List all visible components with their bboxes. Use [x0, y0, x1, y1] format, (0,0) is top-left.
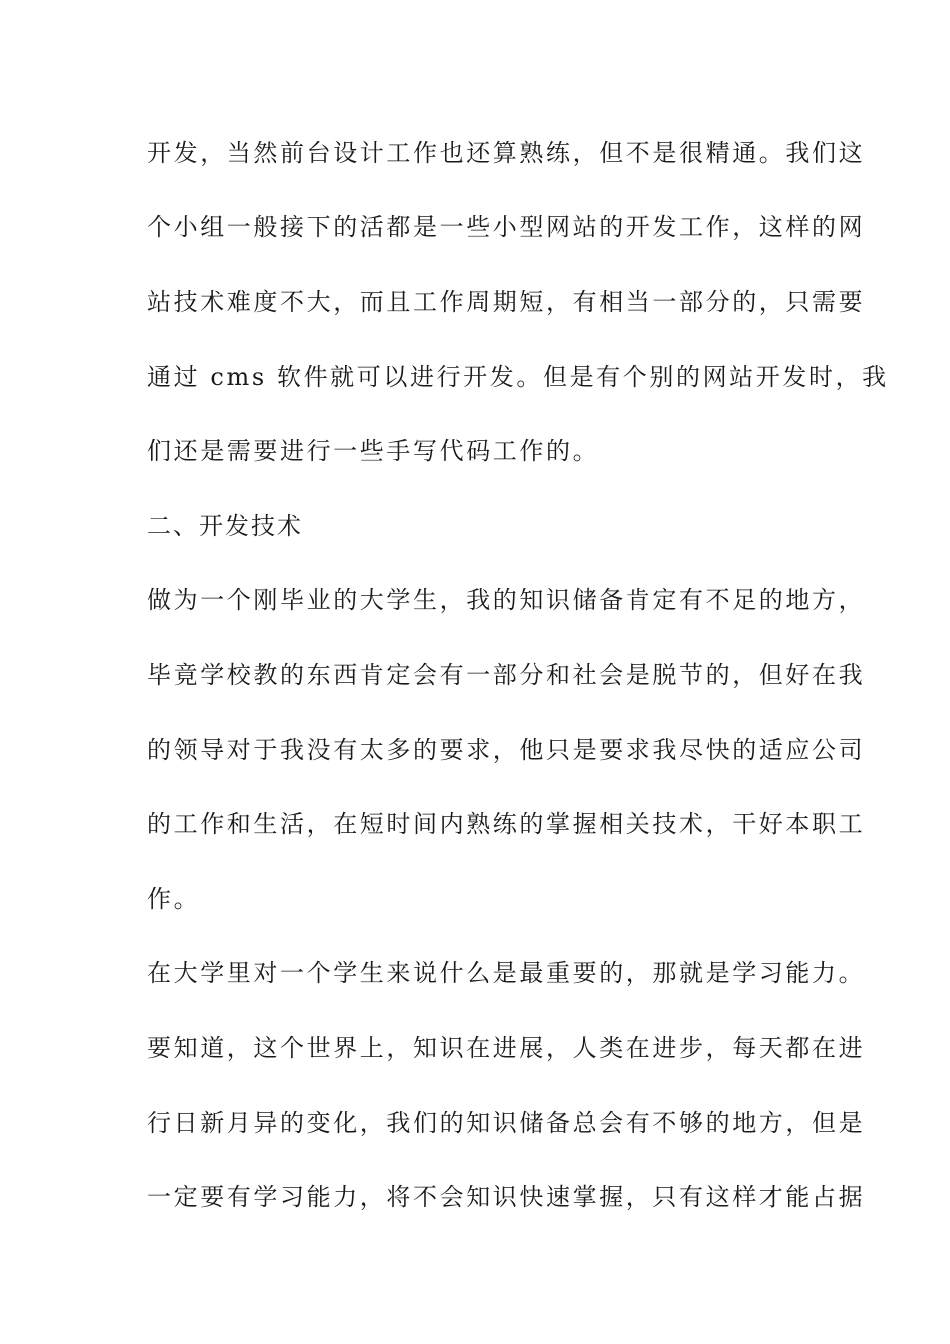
paragraph-line: 们还是需要进行一些手写代码工作的。: [147, 437, 600, 465]
paragraph-line: 一定要有学习能力，将不会知识快速掌握，只有这样才能占据: [147, 1183, 866, 1211]
paragraph-line: 开发，当然前台设计工作也还算熟练，但不是很精通。我们这: [147, 139, 866, 167]
paragraph-line: 的领导对于我没有太多的要求，他只是要求我尽快的适应公司: [147, 736, 866, 764]
section-heading: 二、开发技术: [147, 512, 303, 540]
paragraph-line: 站技术难度不大，而且工作周期短，有相当一部分的，只需要: [147, 288, 866, 316]
paragraph-line: 在大学里对一个学生来说什么是最重要的，那就是学习能力。: [147, 959, 866, 987]
paragraph-line: 通过 cms 软件就可以进行开发。但是有个别的网站开发时，我: [147, 363, 889, 391]
paragraph-line: 作。: [147, 885, 201, 913]
paragraph-line: 个小组一般接下的活都是一些小型网站的开发工作，这样的网: [147, 213, 866, 241]
paragraph-line: 要知道，这个世界上，知识在进展，人类在进步，每天都在进: [147, 1034, 866, 1062]
paragraph-line: 做为一个刚毕业的大学生，我的知识储备肯定有不足的地方，: [147, 586, 866, 614]
paragraph-line: 毕竟学校教的东西肯定会有一部分和社会是脱节的，但好在我: [147, 661, 866, 689]
paragraph-line: 的工作和生活，在短时间内熟练的掌握相关技术，干好本职工: [147, 810, 866, 838]
paragraph-line: 行日新月异的变化，我们的知识储备总会有不够的地方，但是: [147, 1109, 866, 1137]
